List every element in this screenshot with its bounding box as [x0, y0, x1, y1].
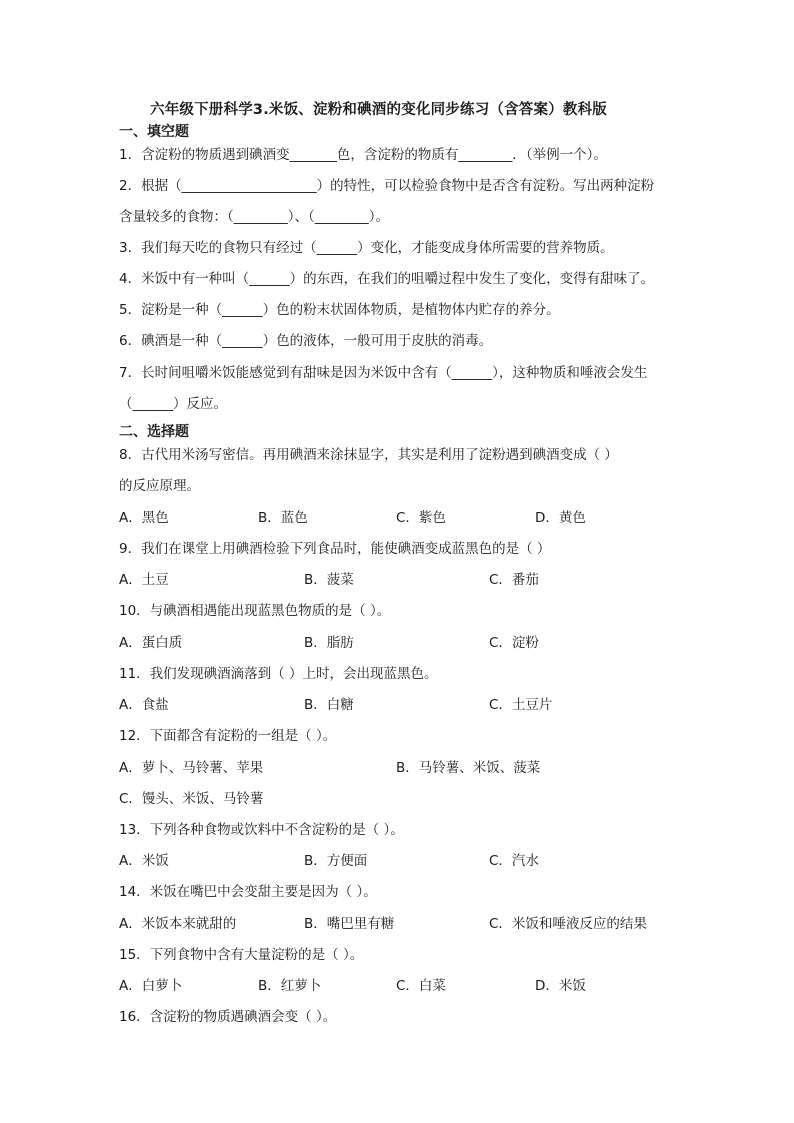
fill-question-4: 4．米饭中有一种叫（______）的东西，在我们的咀嚼过程中发生了变化，变得有甜味了。 — [119, 271, 655, 287]
choice-option: B．马铃薯、米饭、菠菜 — [396, 760, 541, 776]
choice-option: C．紫色 — [396, 510, 446, 526]
fill-question-7: 7．长时间咀嚼米饭能感觉到有甜味是因为米饭中含有（______），这种物质和唾液会发生 — [119, 365, 648, 381]
choice-question-10: 10．与碘酒相遇能出现蓝黑色物质的是（ ）。 — [119, 603, 391, 619]
choice-option: B．方便面 — [304, 853, 368, 869]
fill-question-6: 6．碘酒是一种（______）色的液体，一般可用于皮肤的消毒。 — [119, 333, 493, 349]
choice-option: A．土豆 — [119, 572, 169, 588]
choice-question-8-continued: 的反应原理。 — [119, 478, 200, 494]
choice-option: A．白萝卜 — [119, 978, 183, 994]
choice-option: C．土豆片 — [489, 697, 553, 713]
choice-question-15: 15．下列食物中含有大量淀粉的是（ ）。 — [119, 947, 364, 963]
choice-question-8: 8．古代用米汤写密信。再用碘酒来涂抹显字，其实是利用了淀粉遇到碘酒变成（ ） — [119, 447, 618, 463]
fill-question-2-continued: 含量较多的食物：（________）、（________）。 — [119, 209, 389, 225]
choice-option: D．米饭 — [535, 978, 586, 994]
choice-option: C．白菜 — [396, 978, 446, 994]
section-heading-choice: 二、选择题 — [119, 424, 189, 440]
choice-option: B．脂肪 — [304, 635, 354, 651]
choice-option: C．汽水 — [489, 853, 539, 869]
choice-option: B．菠菜 — [304, 572, 354, 588]
document-title: 六年级下册科学3.米饭、淀粉和碘酒的变化同步练习（含答案）教科版 — [150, 102, 607, 118]
choice-option: C．番茄 — [489, 572, 539, 588]
choice-question-12: 12．下面都含有淀粉的一组是（ ）。 — [119, 728, 337, 744]
choice-option: D．黄色 — [535, 510, 586, 526]
choice-option: A．蛋白质 — [119, 635, 183, 651]
fill-question-7-continued: （______）反应。 — [119, 396, 227, 412]
choice-question-9: 9．我们在课堂上用碘酒检验下列食品时，能使碘酒变成蓝黑色的是（ ） — [119, 541, 551, 557]
choice-option: B．蓝色 — [258, 510, 308, 526]
choice-question-14: 14．米饭在嘴巴中会变甜主要是因为（ ）。 — [119, 884, 377, 900]
choice-option: A．萝卜、马铃薯、苹果 — [119, 760, 264, 776]
choice-option: C．淀粉 — [489, 635, 539, 651]
choice-option: C．米饭和唾液反应的结果 — [489, 916, 647, 932]
choice-option: B．嘴巴里有糖 — [304, 916, 395, 932]
choice-question-11: 11．我们发现碘酒滴落到（ ）上时，会出现蓝黑色。 — [119, 666, 438, 682]
section-heading-fill: 一、填空题 — [119, 124, 189, 140]
choice-question-13: 13．下列各种食物或饮料中不含淀粉的是（ ）。 — [119, 822, 404, 838]
choice-option: A．黑色 — [119, 510, 169, 526]
fill-question-3: 3．我们每天吃的食物只有经过（______）变化，才能变成身体所需要的营养物质。 — [119, 240, 614, 256]
choice-option: B．白糖 — [304, 697, 354, 713]
choice-question-16: 16．含淀粉的物质遇碘酒会变（ ）。 — [119, 1009, 337, 1025]
fill-question-2: 2．根据（____________________）的特性，可以检验食物中是否含有淀粉。写出两种淀粉 — [119, 178, 655, 194]
fill-question-1: 1．含淀粉的物质遇到碘酒变_______色，含淀粉的物质有________．（举例一个）。 — [119, 147, 607, 163]
choice-option: A．米饭本来就甜的 — [119, 916, 237, 932]
choice-option: A．米饭 — [119, 853, 169, 869]
choice-option: B．红萝卜 — [258, 978, 322, 994]
fill-question-5: 5．淀粉是一种（______）色的粉末状固体物质，是植物体内贮存的养分。 — [119, 302, 560, 318]
choice-option: C．馒头、米饭、马铃薯 — [119, 791, 264, 807]
choice-option: A．食盐 — [119, 697, 169, 713]
